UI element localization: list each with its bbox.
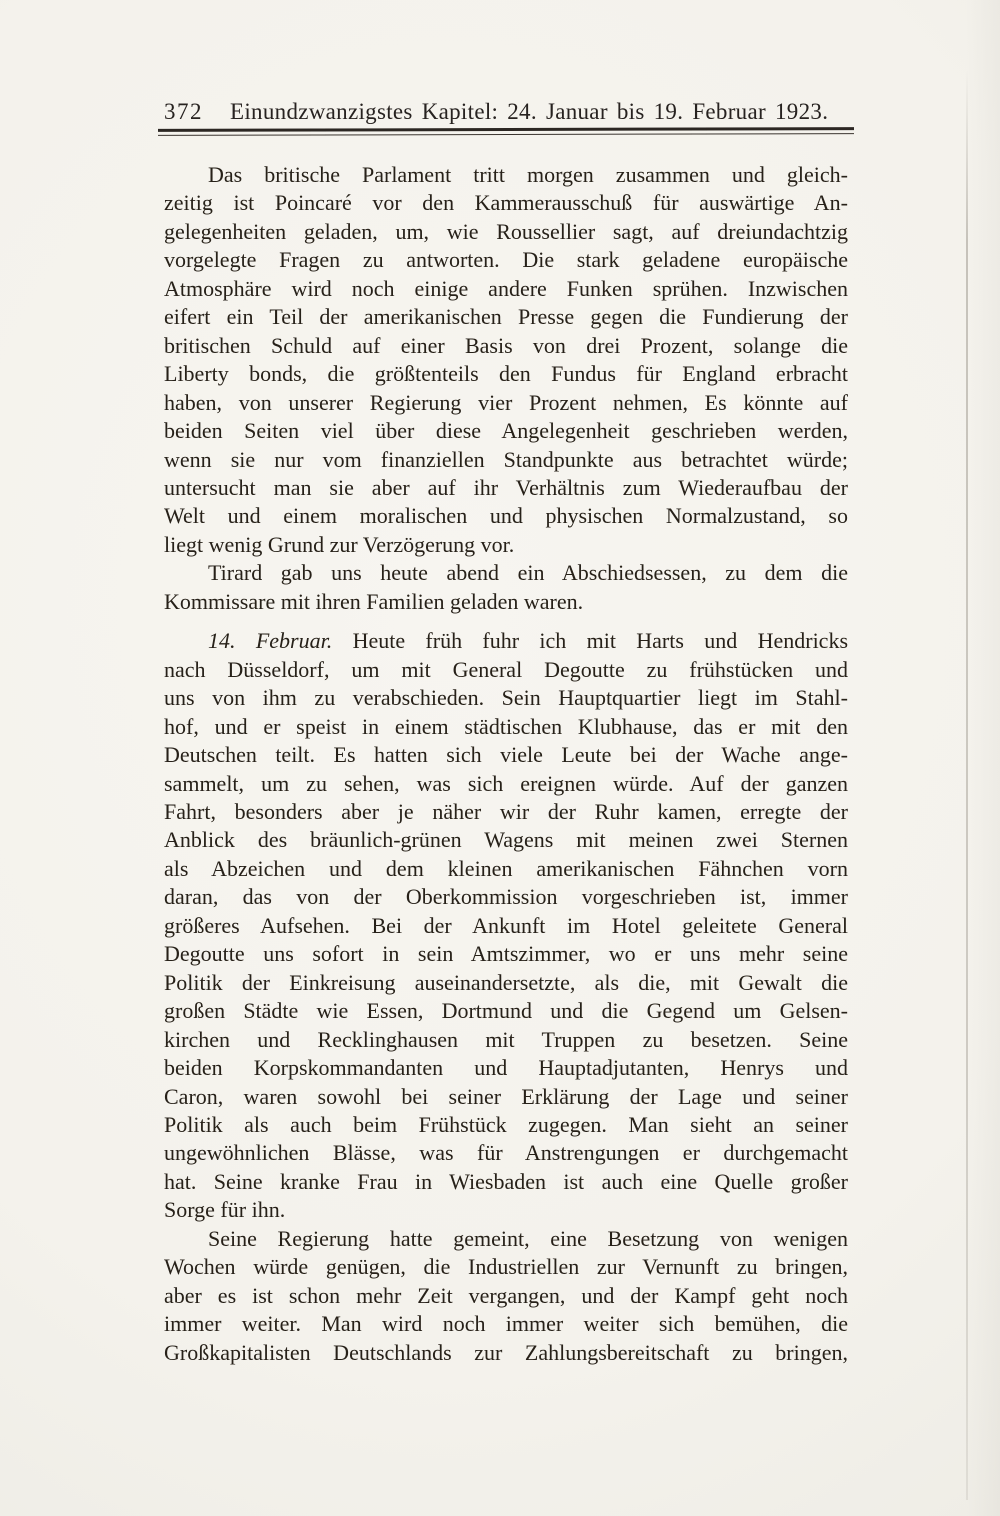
page-text-body [164,161,848,1367]
text-line: hof, und er speist in einem städtischen Klubhause, das er mit den [164,713,848,739]
text-line: Sorge für ihn. [164,1197,286,1223]
page-number: 372 [164,99,203,124]
text-line: Caron, waren sowohl bei seiner Erklärung der Lage und seiner [164,1083,848,1109]
text-line: 14. Februar. Heute früh fuhr ich mit Harts und Hendricks [208,628,849,654]
paragraph [164,161,848,559]
text-line: sammelt, um zu sehen, was sich ereignen würde. Auf der ganzen [164,770,848,796]
paragraph [164,1225,848,1367]
text-line: Wochen würde genügen, die Industriellen zur Vernunft zu bringen, [164,1254,848,1280]
text-line: daran, das von der Oberkommission vorgeschrieben ist, immer [164,884,848,910]
text-line: beiden Korpskommandanten und Hauptadjutanten, Henrys und [164,1055,848,1081]
chapter-running-header: Einundzwanzigstes Kapitel: 24. Januar bis 19. Februar 1923. [230,99,829,124]
text-line: gelegenheiten geladen, um, wie Roussellier sagt, auf dreiundachtzig [164,218,848,244]
text-line: Seine Regierung hatte gemeint, eine Besetzung von wenigen [208,1225,848,1251]
text-line: kirchen und Recklinghausen mit Truppen zu besetzen. Seine [164,1026,848,1052]
text-line: Welt und einem moralischen und physischen Normalzustand, so [164,503,848,529]
text-line: beiden Seiten viel über diese Angelegenheit geschrieben werden, [164,418,848,444]
text-line: Das britische Parlament tritt morgen zusammen und gleich- [208,162,848,187]
text-line: nach Düsseldorf, um mit General Degoutte zu frühstücken und [164,656,848,682]
text-line: Großkapitalisten Deutschlands zur Zahlungsbereitschaft zu bringen, [164,1339,848,1365]
text-line: vorgelegte Fragen zu antworten. Die stark geladene europäische [164,247,848,273]
text-line: britischen Schuld auf einer Basis von drei Prozent, solange die [164,332,848,358]
text-line: Atmosphäre wird noch einige andere Funken sprühen. Inzwischen [164,275,848,301]
text-line: Fahrt, besonders aber je näher wir der Ruhr kamen, erregte der [164,798,848,824]
text-line: aber es ist schon mehr Zeit vergangen, und der Kampf geht noch [164,1282,848,1308]
text-line: haben, von unserer Regierung vier Prozent nehmen, Es könnte auf [164,389,848,415]
text-line: zeitig ist Poincaré vor den Kammerausschuß für auswärtige An- [164,190,848,216]
date-lead-italic: 14. Februar. [208,628,333,654]
text-line: als Abzeichen und dem kleinen amerikanischen Fähnchen vorn [164,855,848,881]
running-header-row [164,99,854,125]
text-line: immer weiter. Man wird noch immer weiter sich bemühen, die [164,1311,848,1337]
text-line: Kommissare mit ihren Familien geladen waren. [164,588,584,614]
text-line: Tirard gab uns heute abend ein Abschiedsessen, zu dem die [208,560,848,586]
paragraph [164,627,848,1225]
text-line: wenn sie nur vom finanziellen Standpunkte aus betrachtet würde; [164,446,848,472]
text-line: Anblick des bräunlich-grünen Wagens mit meinen zwei Sternen [164,827,848,853]
text-line: Liberty bonds, die größtenteils den Fundus für England erbracht [164,361,848,387]
paragraph [164,559,848,616]
text-line: Degoutte uns sofort in sein Amtszimmer, wo er uns mehr seine [164,941,848,967]
text-line: liegt wenig Grund zur Verzögerung vor. [164,531,515,557]
text-line: eifert ein Teil der amerikanischen Presse gegen die Fundierung der [164,304,848,330]
text-line: hat. Seine kranke Frau in Wiesbaden ist auch eine Quelle großer [164,1168,848,1194]
header-double-rule [158,127,854,136]
rule-thin-line [158,133,854,136]
text-line: großen Städte wie Essen, Dortmund und die Gegend um Gelsen- [164,998,848,1024]
text-line: Politik der Einkreisung auseinandersetzte, als die, mit Gewalt die [164,969,848,995]
page-right-shade [966,0,1000,1516]
text-line: uns von ihm zu verabschieden. Sein Hauptquartier liegt im Stahl- [164,685,848,711]
text-line: untersucht man sie aber auf ihr Verhältnis zum Wiederaufbau der [164,474,848,500]
text-line: größeres Aufsehen. Bei der Ankunft im Hotel geleitete General [164,912,848,938]
rule-thick-line [158,127,854,132]
text-line: Politik als auch beim Frühstück zugegen. Man sieht an seiner [164,1111,848,1137]
text-line: Deutschen teilt. Es hatten sich viele Leute bei der Wache ange- [164,742,848,768]
text-line: ungewöhnlichen Blässe, was für Anstrengungen er durchgemacht [164,1140,848,1166]
page-edge-line [966,70,968,1500]
